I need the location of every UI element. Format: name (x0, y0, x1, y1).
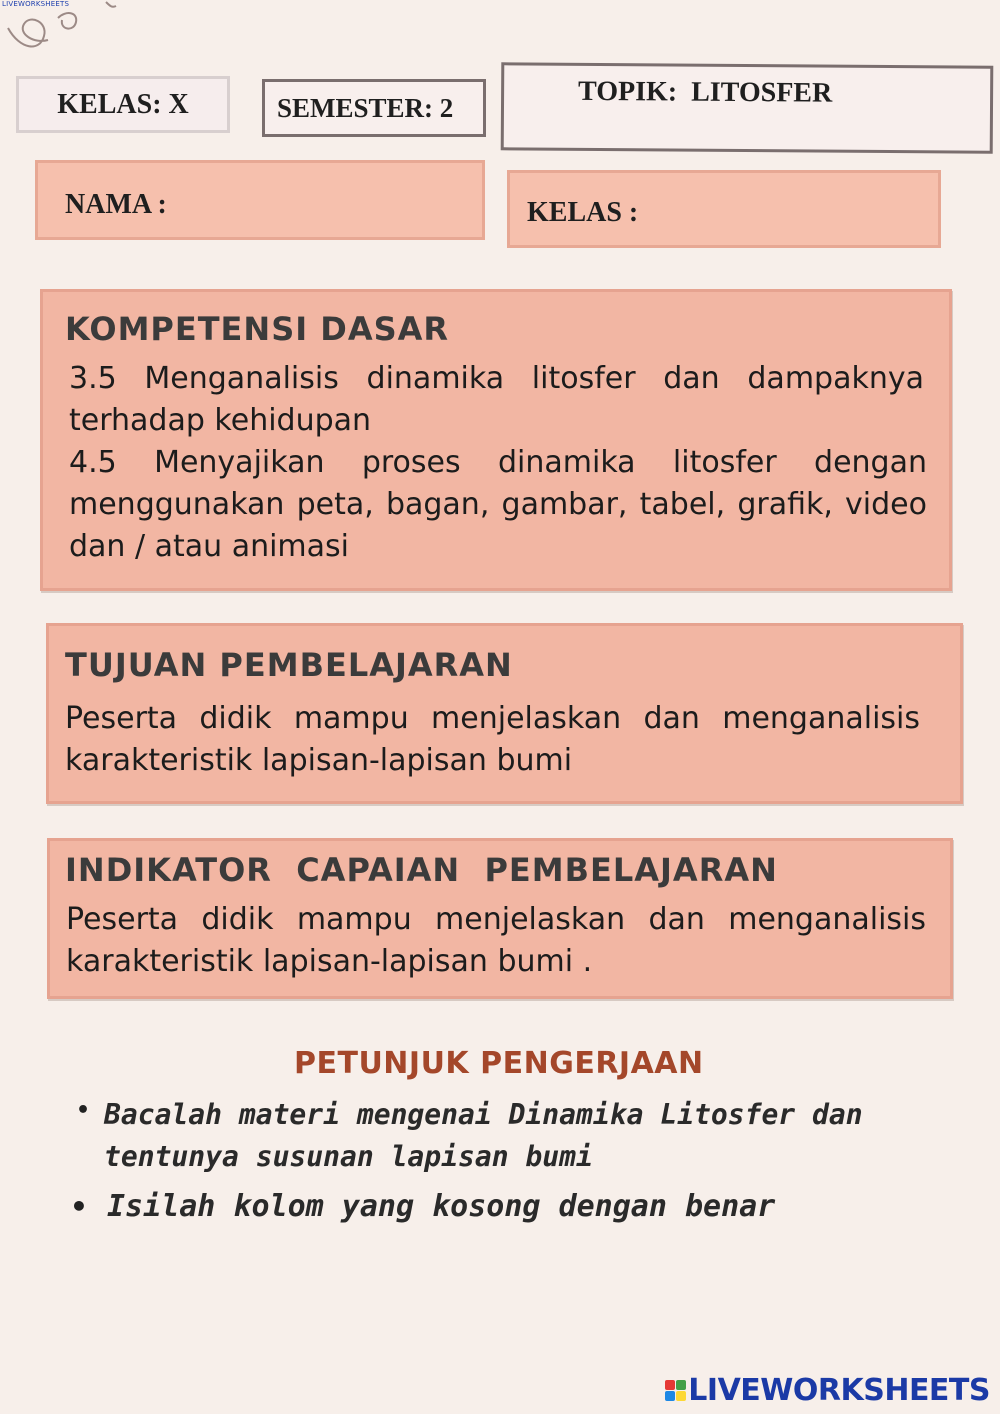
brand-name: LIVEWORKSHEETS (688, 1373, 990, 1408)
bullet-dot-1: • (76, 1098, 91, 1123)
semester-label: SEMESTER: 2 (277, 92, 454, 123)
tujuan-title: TUJUAN PEMBELAJARAN (65, 646, 513, 684)
student-name-box[interactable] (35, 160, 485, 240)
topic-label-box (501, 62, 994, 153)
decorative-doodle (0, 0, 140, 60)
tujuan-text: Peserta didik mampu menjelaskan dan menganalisis karakteristik lapisan-lapisan bumi (65, 701, 920, 778)
indikator-panel (47, 838, 953, 999)
petunjuk-item-2: Isilah kolom yang kosong dengan benar (107, 1189, 776, 1224)
petunjuk-title: PETUNJUK PENGERJAAN (294, 1046, 704, 1081)
liveworksheets-brand[interactable] (665, 1373, 990, 1408)
indikator-title: INDIKATOR CAPAIAN PEMBELAJARAN (65, 851, 778, 889)
corner-watermark: LIVEWORKSHEETS (2, 0, 70, 8)
class-label: KELAS: X (57, 88, 189, 120)
kompetensi-panel (40, 289, 952, 591)
liveworksheets-logo-icon (665, 1380, 686, 1401)
topic-label: TOPIK: LITOSFER (578, 75, 833, 109)
student-class-box[interactable] (507, 170, 941, 248)
kompetensi-item-1: 3.5 Menganalisis dinamika litosfer dan dampaknya terhadap kehidupan (69, 361, 924, 438)
bullet-dot-2: • (70, 1190, 88, 1223)
tujuan-panel (46, 623, 963, 804)
kompetensi-item-2: 4.5 Menyajikan proses dinamika litosfer dengan menggunakan peta, bagan, gambar, tabel, grafik, video dan / atau animasi (69, 445, 927, 564)
class-label-box (16, 76, 230, 133)
student-name-label: NAMA : (65, 189, 167, 220)
petunjuk-item-1: Bacalah materi mengenai Dinamika Litosfer dan tentunya susunan lapisan bumi (104, 1098, 863, 1173)
indikator-text: Peserta didik mampu menjelaskan dan menganalisis karakteristik lapisan-lapisan bumi . (66, 902, 926, 979)
student-class-label: KELAS : (527, 197, 639, 228)
semester-label-box (262, 79, 486, 137)
kompetensi-title: KOMPETENSI DASAR (65, 310, 450, 348)
